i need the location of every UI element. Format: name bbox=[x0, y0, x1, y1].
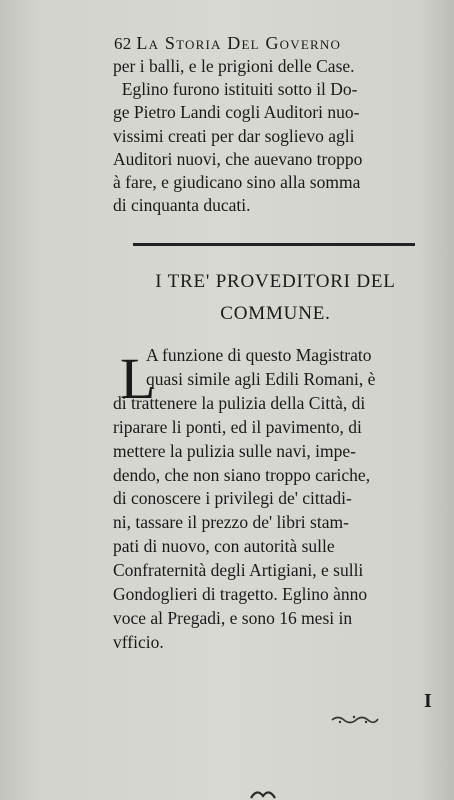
section-divider-rule bbox=[133, 243, 415, 246]
text-line: ge Pietro Landi cogli Auditori nuo- bbox=[113, 102, 360, 123]
printer-ornament-icon bbox=[330, 713, 380, 725]
bottom-ornament-icon bbox=[248, 786, 278, 800]
text-line: quasi simile agli Edili Romani, è bbox=[146, 368, 376, 389]
paragraph-1 bbox=[113, 55, 423, 217]
text-line: Confraternità degli Artigiani, e sulli bbox=[113, 560, 364, 581]
section-title-line-1: I TRE' PROVEDITORI DEL bbox=[155, 271, 396, 292]
text-line: A funzione di questo Magistrato bbox=[146, 345, 372, 365]
text-line: mettere la pulizia sulle navi, impe- bbox=[113, 440, 356, 461]
running-title: La Storia Del Governo bbox=[136, 33, 342, 53]
text-line: riparare li ponti, ed il pavimento, di bbox=[113, 416, 362, 437]
text-line: à fare, e giudicano sino alla somma bbox=[113, 172, 361, 193]
text-line: di trattenere la pulizia della Città, di bbox=[113, 392, 366, 413]
page-number: 62 bbox=[114, 34, 132, 53]
text-line: vissimi creati per dar soglievo agli bbox=[113, 125, 355, 146]
text-line: voce al Pregadi, e sono 16 mesi in bbox=[113, 607, 353, 628]
catchword: I bbox=[424, 690, 432, 712]
text-line: vfficio. bbox=[113, 631, 164, 652]
drop-cap: L bbox=[120, 346, 156, 411]
text-line: pati di nuovo, con autorità sulle bbox=[113, 536, 335, 557]
text-line: Eglino furono istituiti sotto il Do- bbox=[113, 79, 358, 100]
text-line: di conoscere i privilegi de' cittadi- bbox=[113, 488, 352, 509]
running-header bbox=[114, 31, 414, 56]
text-line: Auditori nuovi, che auevano troppo bbox=[113, 148, 363, 169]
text-line: per i balli, e le prigioni delle Case. bbox=[113, 56, 355, 76]
paragraph-2 bbox=[113, 344, 435, 655]
section-heading bbox=[128, 268, 423, 328]
section-title-line-2: COMMUNE. bbox=[220, 303, 331, 324]
text-line: Gondoglieri di tragetto. Eglino ànno bbox=[113, 584, 368, 605]
text-line: ni, tassare il prezzo de' libri stam- bbox=[113, 512, 349, 533]
text-line: dendo, che non siano troppo cariche, bbox=[113, 464, 371, 485]
text-line: di cinquanta ducati. bbox=[113, 195, 251, 216]
